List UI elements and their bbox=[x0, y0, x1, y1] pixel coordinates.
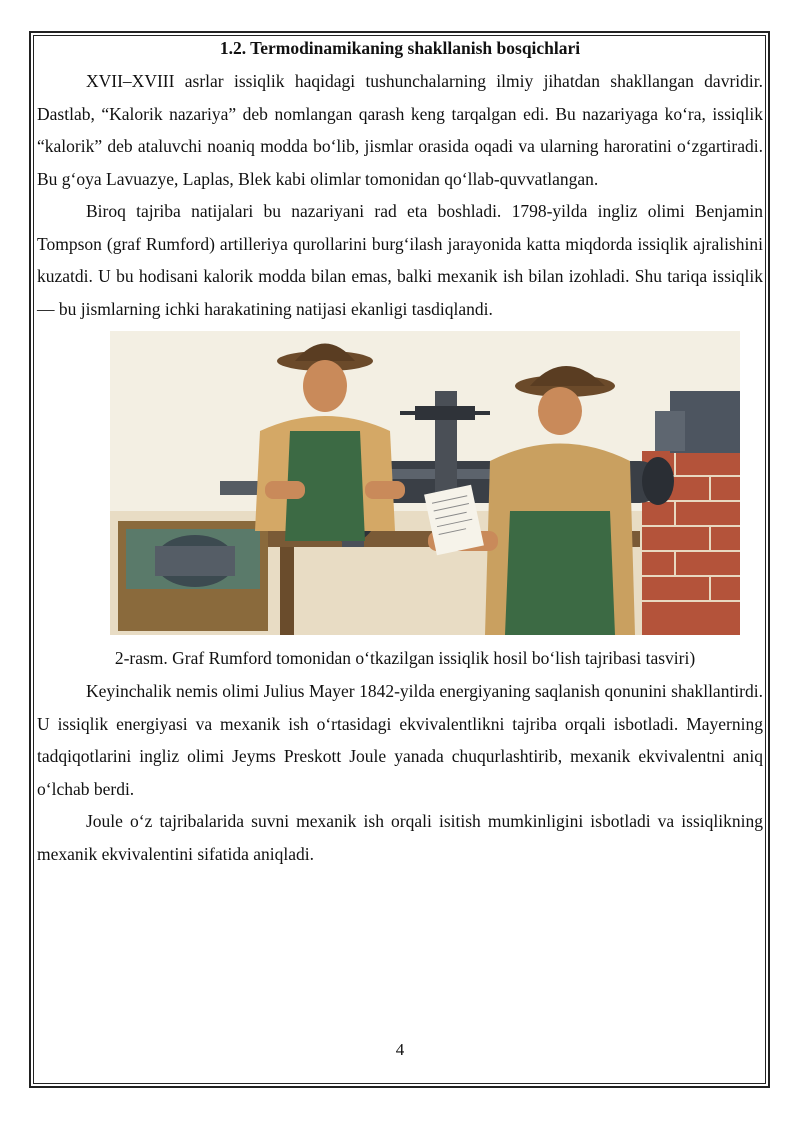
paragraph-mayer: Keyinchalik nemis olimi Julius Mayer 1842-yilda energiyaning saqlanish qonunini shakllantirdi. U issiqlik energiyasi va mexanik ish o‘rtasidagi ekvivalentlikni tajriba orqali isbotladi. Mayerning tadqiqotlarini ingliz olimi Jeyms Preskott Joule yanada chuqurlashtirib, mexanik ekvivalentni aniq o‘lchab berdi. bbox=[37, 681, 763, 799]
page-number: 4 bbox=[395, 1040, 405, 1059]
figure-caption: 2-rasm. Graf Rumford tomonidan o‘tkazilgan issiqlik hosil bo‘lish tajribasi tasviri) bbox=[114, 648, 696, 668]
rumford-experiment-drawing bbox=[110, 331, 740, 635]
brick-furnace bbox=[642, 391, 740, 635]
paragraph-rumford: Biroq tajriba natijalari bu nazariyani rad eta boshladi. 1798-yilda ingliz olimi Benjamin Tompson (graf Rumford) artilleriya qurollarini burg‘ilash jarayonida katta miqdorda issiqlik ajralishini kuzatdi. U bu hodisani kalorik modda bilan emas, balki mexanik ish bilan izohladi. Shu tariqa issiqlik — bu jismlarning ichki harakatining natijasi ekanligi tasdiqlandi. bbox=[37, 201, 763, 319]
paragraph-joule: Joule o‘z tajribalarida suvni mexanik ish orqali isitish mumkinligini isbotladi va issiqlikning mexanik ekvivalentini sifatida aniqladi. bbox=[37, 811, 763, 864]
section-heading: 1.2. Termodinamikaning shakllanish bosqichlari bbox=[219, 38, 581, 58]
paragraph-caloric-theory: XVII–XVIII asrlar issiqlik haqidagi tushunchalarning ilmiy jihatdan shakllangan davridir. Dastlab, “Kalorik nazariya” deb nomlangan qarash keng tarqalgan edi. Bu nazariyaga ko‘ra, issiqlik “kalorik” deb ataluvchi noaniq modda bo‘lib, jismlar orasida oqadi va ularning haroratini o‘zgartiradi. Bu g‘oya Lavuazye, Laplas, Blek kabi olimlar tomonidan qo‘llab-quvvatlangan. bbox=[37, 71, 763, 189]
rumford-illustration bbox=[110, 331, 740, 635]
page-content bbox=[37, 35, 763, 870]
water-trough bbox=[118, 521, 268, 631]
